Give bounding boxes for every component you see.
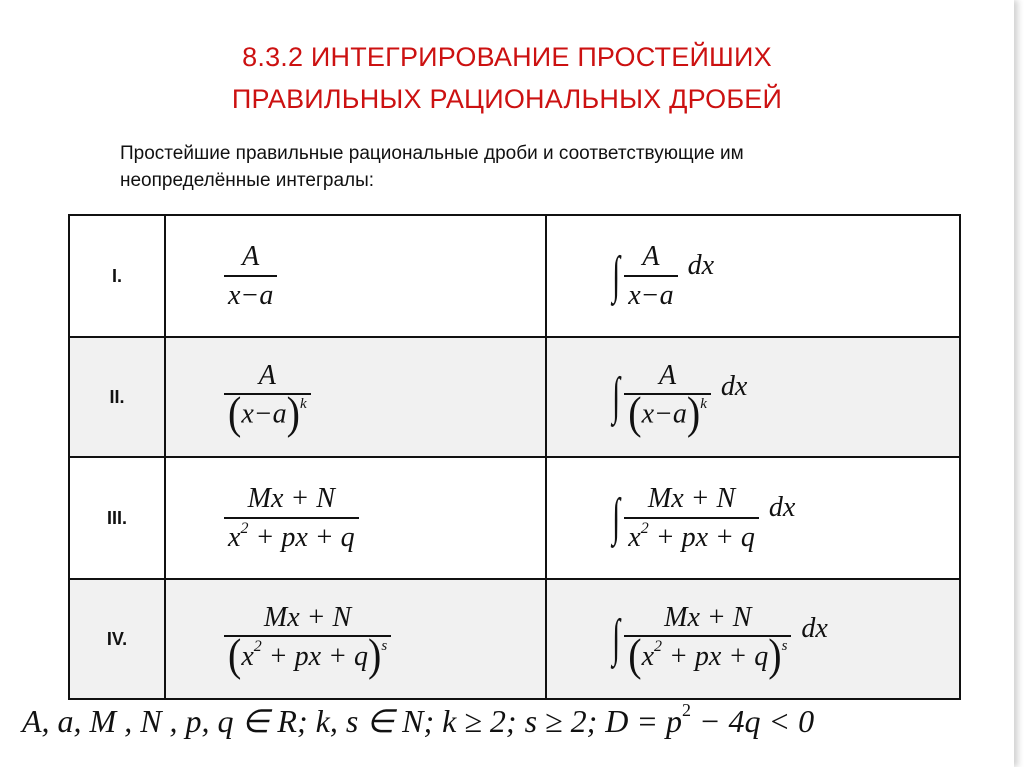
row-label: III. [69,457,165,579]
fraction-numerator: Mx + N [664,601,752,633]
differential: dx [768,492,796,523]
slide-title-line-2: ПРАВИЛЬНЫХ РАЦИОНАЛЬНЫХ ДРОБЕЙ [231,84,783,114]
fraction-denominator: ($x^2$ + px + q)$^s$ [624,635,791,675]
fraction [624,484,759,552]
intro-text-line-1: Простейшие правильные рациональные дроби и соответствующие им [120,143,744,164]
row-label: IV. [69,579,165,699]
fraction-numerator: A [258,359,276,391]
integral-cell [546,579,960,699]
differential: dx [720,370,748,402]
fraction-numerator: Mx + N [263,601,352,633]
table-row [69,337,960,457]
fraction-cell [165,215,546,337]
fraction-denominator: ($x^2$ + px + q)$^s$ [224,635,391,675]
fraction [624,242,677,310]
row-label: II. [69,337,165,457]
fraction-denominator: x−a [224,275,277,310]
base-expression: $x^2$ + px + q [641,638,769,672]
fraction-denominator: x−a [624,275,677,310]
fraction [224,359,311,439]
fraction [624,359,711,439]
fraction [224,484,359,552]
integral-sign-icon: ∫ [612,489,621,546]
fraction-numerator: A [659,359,677,391]
fraction [224,242,277,310]
table-row [69,579,960,699]
fraction-denominator: $(x-a)^k$ [624,393,711,433]
integral-sign-icon: ∫ [612,609,621,667]
fraction [224,601,391,681]
fractions-table [68,214,961,700]
differential: dx [687,250,715,281]
integral-cell [546,457,960,579]
base-expression: $x^2$ + px + q [228,519,355,553]
fraction-cell [165,579,546,699]
table-row [69,457,960,579]
fraction-cell [165,337,546,457]
fraction-denominator [624,517,759,552]
intro-text-line-2: неопределённые интегралы: [120,170,375,191]
fraction-numerator: A [642,241,660,273]
base-expression: x−a [241,398,287,430]
integral-cell [546,337,960,457]
differential: dx [801,612,828,644]
fraction-numerator: Mx + N [647,483,736,515]
exponent: k [299,396,307,413]
integral-cell [546,215,960,337]
table-row [69,215,960,337]
exponent: s [381,638,388,655]
base-expression: $x^2$ + px + q [241,638,368,672]
integral-sign-icon: ∫ [612,367,621,425]
conditions-line: A, a, M , N , p, q ∈ R; k, s ∈ N; k ≥ 2; s ≥ 2; $D = p^2 - 4q < 0$ [22,700,815,739]
exponent: s [781,638,788,655]
fraction-cell [165,457,546,579]
fraction-denominator [224,517,359,552]
fraction-numerator: A [242,241,260,273]
slide-title-line-1: 8.3.2 ИНТЕГРИРОВАНИЕ ПРОСТЕЙШИХ [242,42,772,72]
fraction-denominator: $(x-a)^k$ [224,393,311,433]
row-label: I. [69,215,165,337]
fraction-numerator: Mx + N [247,483,335,515]
exponent: k [700,396,707,413]
base-expression: x−a [641,398,687,430]
integral-sign-icon: ∫ [612,247,621,304]
intro-text [120,140,980,194]
base-expression: $x^2$ + px + q [628,519,755,553]
fraction [624,601,791,681]
